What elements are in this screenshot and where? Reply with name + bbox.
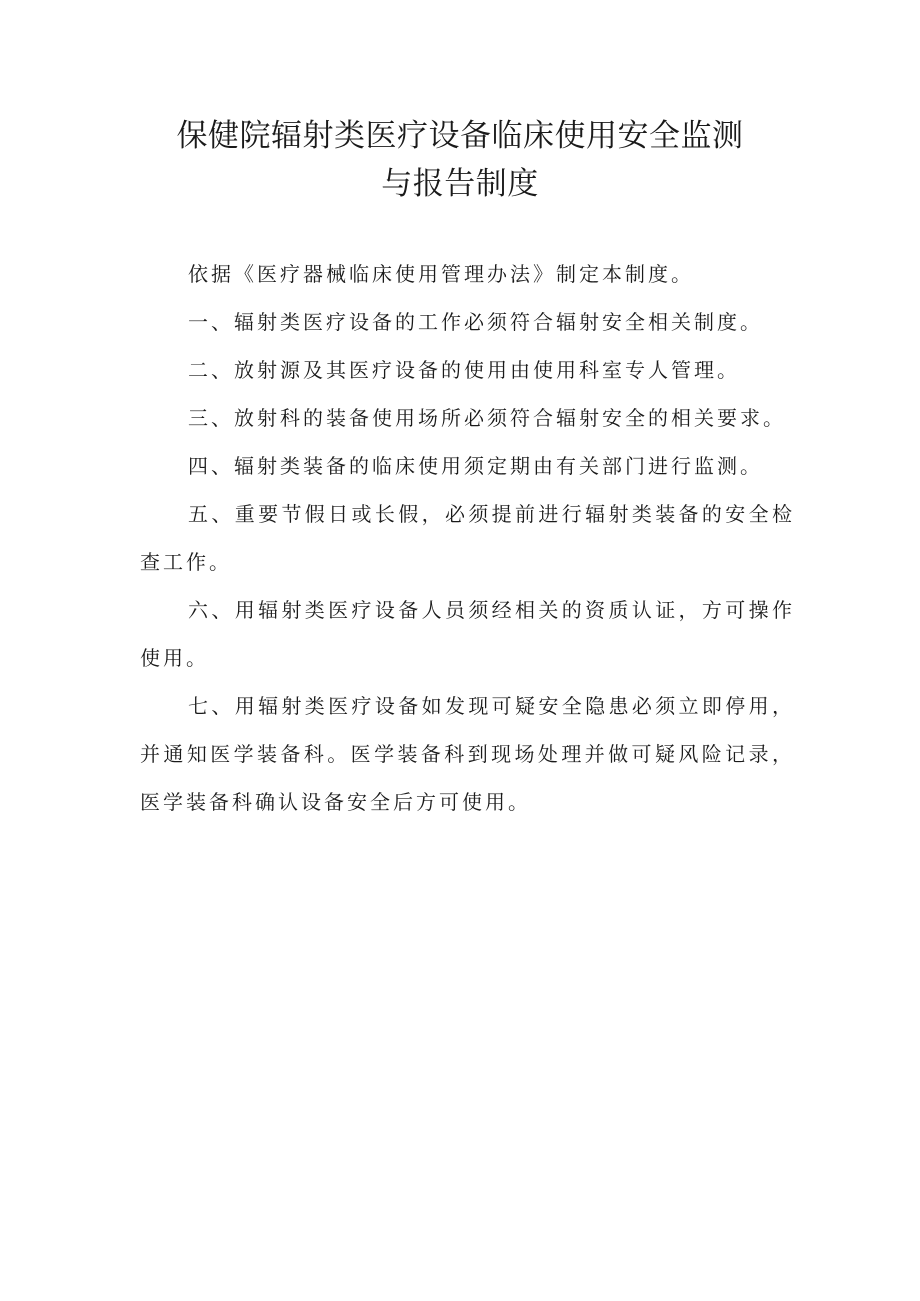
paragraph-item-2: 二、放射源及其医疗设备的使用由使用科室专人管理。: [188, 358, 740, 382]
paragraph-item-5: 五、重要节假日或长假，必须提前进行辐射类装备的安全检查工作。: [140, 502, 795, 574]
paragraph-item-7: 七、用辐射类医疗设备如发现可疑安全隐患必须立即停用，并通知医学装备科。医学装备科到现场处理并做可疑风险记录，医学装备科确认设备安全后方可使用。: [140, 694, 795, 814]
document-title: [0, 112, 920, 208]
paragraph-item-3: 三、放射科的装备使用场所必须符合辐射安全的相关要求。: [188, 406, 786, 430]
paragraph-item-4: 四、辐射类装备的临床使用须定期由有关部门进行监测。: [188, 454, 763, 478]
paragraph-item-6: 六、用辐射类医疗设备人员须经相关的资质认证，方可操作使用。: [140, 598, 795, 670]
title-line-2: 与报告制度: [381, 166, 539, 202]
paragraph-basis: 依据《医疗器械临床使用管理办法》制定本制度。: [188, 262, 694, 286]
title-line-1: 保健院辐射类医疗设备临床使用安全监测: [176, 118, 744, 154]
document-body: [140, 250, 795, 826]
paragraph-item-1: 一、辐射类医疗设备的工作必须符合辐射安全相关制度。: [188, 310, 763, 334]
